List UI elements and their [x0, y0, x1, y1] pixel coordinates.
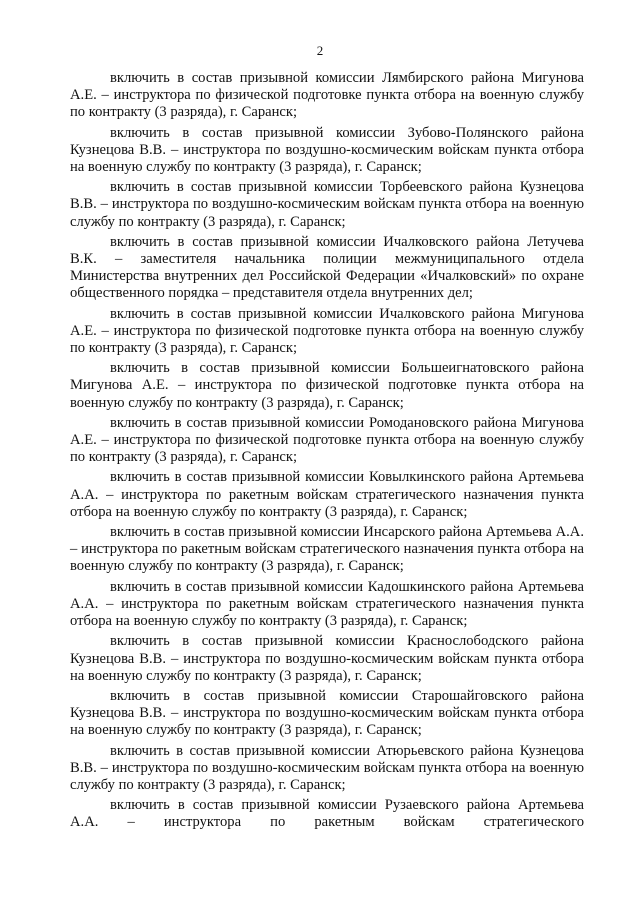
paragraph: включить в состав призывной комиссии Ичалковского района Мигунова А.Е. – инструктора по физической подготовке пункта отбора на военную службу по контракту (3 разряда), г. Саранск; [70, 305, 584, 357]
document-body [70, 70, 584, 832]
paragraph-continued: включить в состав призывной комиссии Рузаевского района Артемьева А.А. – инструктора по ракетным войскам стратегического [70, 797, 584, 831]
page-number: 2 [316, 43, 324, 58]
paragraph: включить в состав призывной комиссии Старошайговского района Кузнецова В.В. – инструктора по воздушно-космическим войскам пункта отбора на военную службу по контракту (3 разряда), г. Саранск; [70, 687, 584, 739]
paragraph: включить в состав призывной комиссии Инсарского района Артемьева А.А. – инструктора по ракетным войскам стратегического назначения пункта отбора на военную службу по контракту (3 разряда), г. Саранск; [70, 524, 584, 575]
paragraph: включить в состав призывной комиссии Атюрьевского района Кузнецова В.В. – инструктора по воздушно-космическим войскам пункта отбора на военную службу по контракту (3 разряда), г. Саранск; [70, 742, 584, 793]
paragraph: включить в состав призывной комиссии Ичалковского района Летучева В.К. – заместителя начальника полиции межмуниципального отдела Министерства внутренних дел Российской Федерации «Ичалковский» по охране общественного порядка – представителя отдела внутренних дел; [70, 233, 584, 302]
paragraph: включить в состав призывной комиссии Кадошкинского района Артемьева А.А. – инструктора по ракетным войскам стратегического назначения пункта отбора на военную службу по контракту (3 разряда), г. Саранск; [70, 578, 584, 630]
paragraph: включить в состав призывной комиссии Зубово-Полянского района Кузнецова В.В. – инструктора по воздушно-космическим войскам пункта отбора на военную службу по контракту (3 разряда), г. Саранск; [70, 124, 584, 176]
paragraph: включить в состав призывной комиссии Торбеевского района Кузнецова В.В. – инструктора по воздушно-космическим войскам пункта отбора на военную службу по контракту (3 разряда), г. Саранск; [70, 179, 584, 230]
paragraph: включить в состав призывной комиссии Ромодановского района Мигунова А.Е. – инструктора по физической подготовке пункта отбора на военную службу по контракту (3 разряда), г. Саранск; [70, 414, 584, 466]
paragraph: включить в состав призывной комиссии Ковылкинского района Артемьева А.А. – инструктора по ракетным войскам стратегического назначения пункта отбора на военную службу по контракту (3 разряда), г. Саранск; [70, 469, 584, 520]
paragraph: включить в состав призывной комиссии Лямбирского района Мигунова А.Е. – инструктора по физической подготовке пункта отбора на военную службу по контракту (3 разряда), г. Саранск; [70, 70, 584, 121]
paragraph: включить в состав призывной комиссии Большеигнатовского района Мигунова А.Е. – инструктора по физической подготовке пункта отбора на военную службу по контракту (3 разряда), г. Саранск; [70, 360, 584, 411]
paragraph: включить в состав призывной комиссии Краснослободского района Кузнецова В.В. – инструктора по воздушно-космическим войскам пункта отбора на военную службу по контракту (3 разряда), г. Саранск; [70, 633, 584, 684]
